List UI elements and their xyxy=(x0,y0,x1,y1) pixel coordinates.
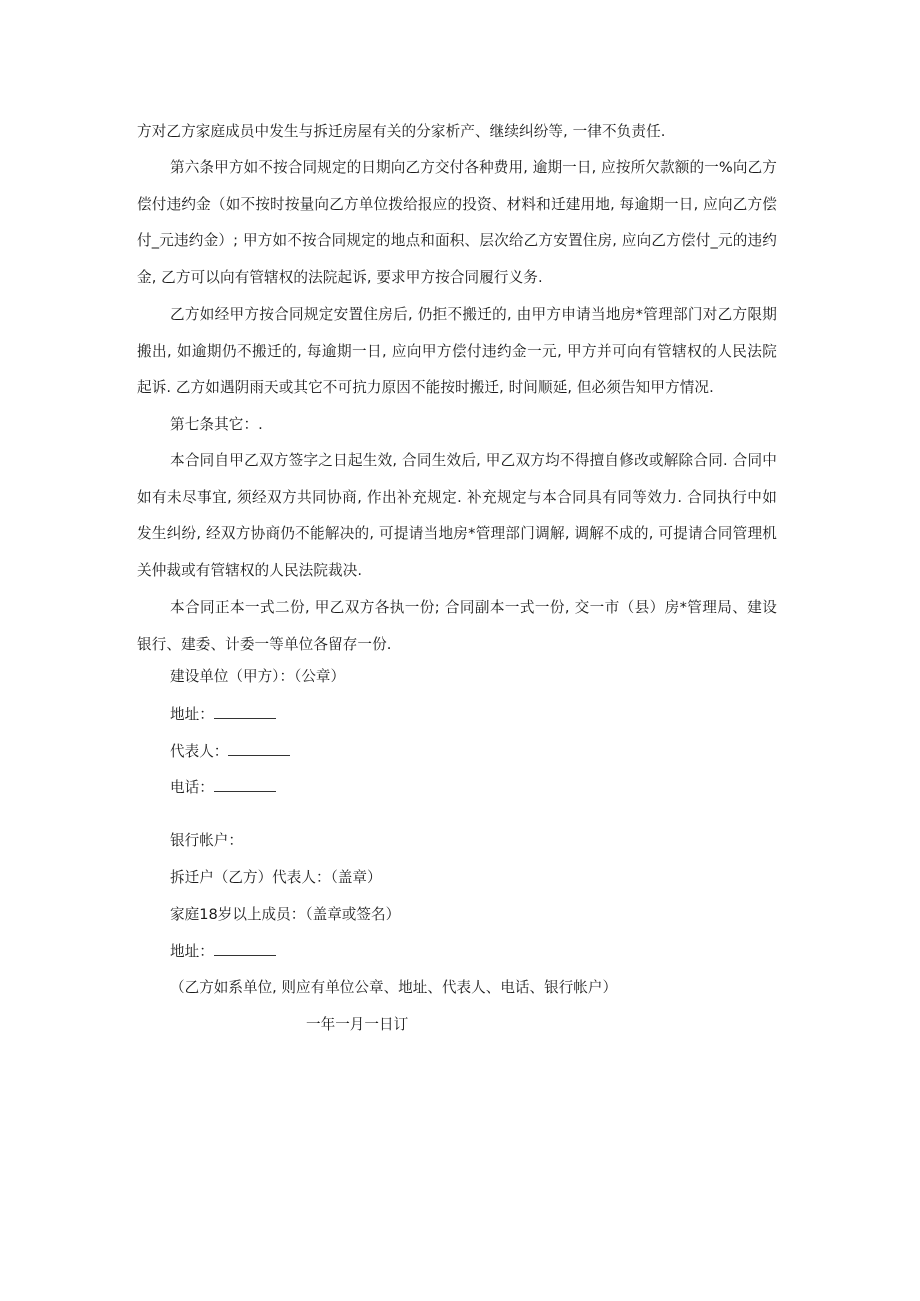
party-a-representative-blank xyxy=(228,741,290,756)
signing-date: 一年一月一日订 xyxy=(306,1016,409,1033)
party-b-address-label: 地址： xyxy=(170,943,214,960)
party-a-address-blank xyxy=(214,704,276,719)
paragraph-article-6-relocation: 乙方如经甲方按合同规定安置住房后, 仍拒不搬迁的, 由甲方申请当地房*管理部门对乙方限期搬出, 如逾期仍不搬迁的, 每逾期一日, 应向甲方偿付违约金一元, 甲方并可向有管辖权的人民法院起诉. 乙方如遇阴雨天或其它不可抗力原因不能按时搬迁, 时间顺延, 但必须告知甲方情况. xyxy=(137,306,777,397)
party-b-unit-note: （乙方如系单位, 则应有单位公章、地址、代表人、电话、银行帐户） xyxy=(170,979,618,996)
party-a-phone-row xyxy=(170,776,276,800)
party-a-address-row xyxy=(170,703,276,727)
paragraph-article-6: 第六条甲方如不按合同规定的日期向乙方交付各种费用, 逾期一日, 应按所欠款额的一%向乙方偿付违约金（如不按时按量向乙方单位拨给报应的投资、材料和迁建用地, 每逾期一日, 应向乙方偿付_元违约金）; 甲方如不按合同规定的地点和面积、层次给乙方安置住房, 应向乙方偿付_元的违约金, 乙方可以向有管辖权的法院起诉, 要求甲方按合同履行义务. xyxy=(137,159,777,286)
party-b-title: 拆迁户（乙方）代表人：（盖章） xyxy=(170,869,382,886)
article-7-title: 第七条其它：. xyxy=(170,416,263,433)
paragraph-contract-effect: 本合同自甲乙双方签字之日起生效, 合同生效后, 甲乙双方均不得擅自修改或解除合同. 合同中如有未尽事宜, 须经双方共同协商, 作出补充规定. 补充规定与本合同具有同等效力. 合同执行中如发生纠纷, 经双方协商仍不能解决的, 可提请当地房*管理部门调解, 调解不成的, 可提请合同管理机关仲裁或有管辖权的人民法院裁决. xyxy=(137,452,777,579)
party-b-address-row xyxy=(170,940,276,964)
party-b-address-blank xyxy=(214,941,276,956)
bank-account-label: 银行帐户： xyxy=(170,832,243,849)
party-a-title: 建设单位（甲方）：（公章） xyxy=(170,668,346,685)
party-a-phone-blank xyxy=(214,777,276,792)
party-a-phone-label: 电话： xyxy=(170,779,214,796)
party-a-address-label: 地址： xyxy=(170,706,214,723)
paragraph-fragment: 方对乙方家庭成员中发生与拆迁房屋有关的分家析产、继续纠纷等, 一律不负责任. xyxy=(137,123,666,140)
party-a-representative-label: 代表人： xyxy=(170,743,229,760)
party-b-family-members: 家庭18岁以上成员：（盖章或签名） xyxy=(170,906,401,923)
paragraph-copies: 本合同正本一式二份, 甲乙双方各执一份; 合同副本一式一份, 交一市（县）房*管理局、建设银行、建委、计委一等单位各留存一份. xyxy=(137,599,777,653)
party-a-representative-row xyxy=(170,740,290,764)
